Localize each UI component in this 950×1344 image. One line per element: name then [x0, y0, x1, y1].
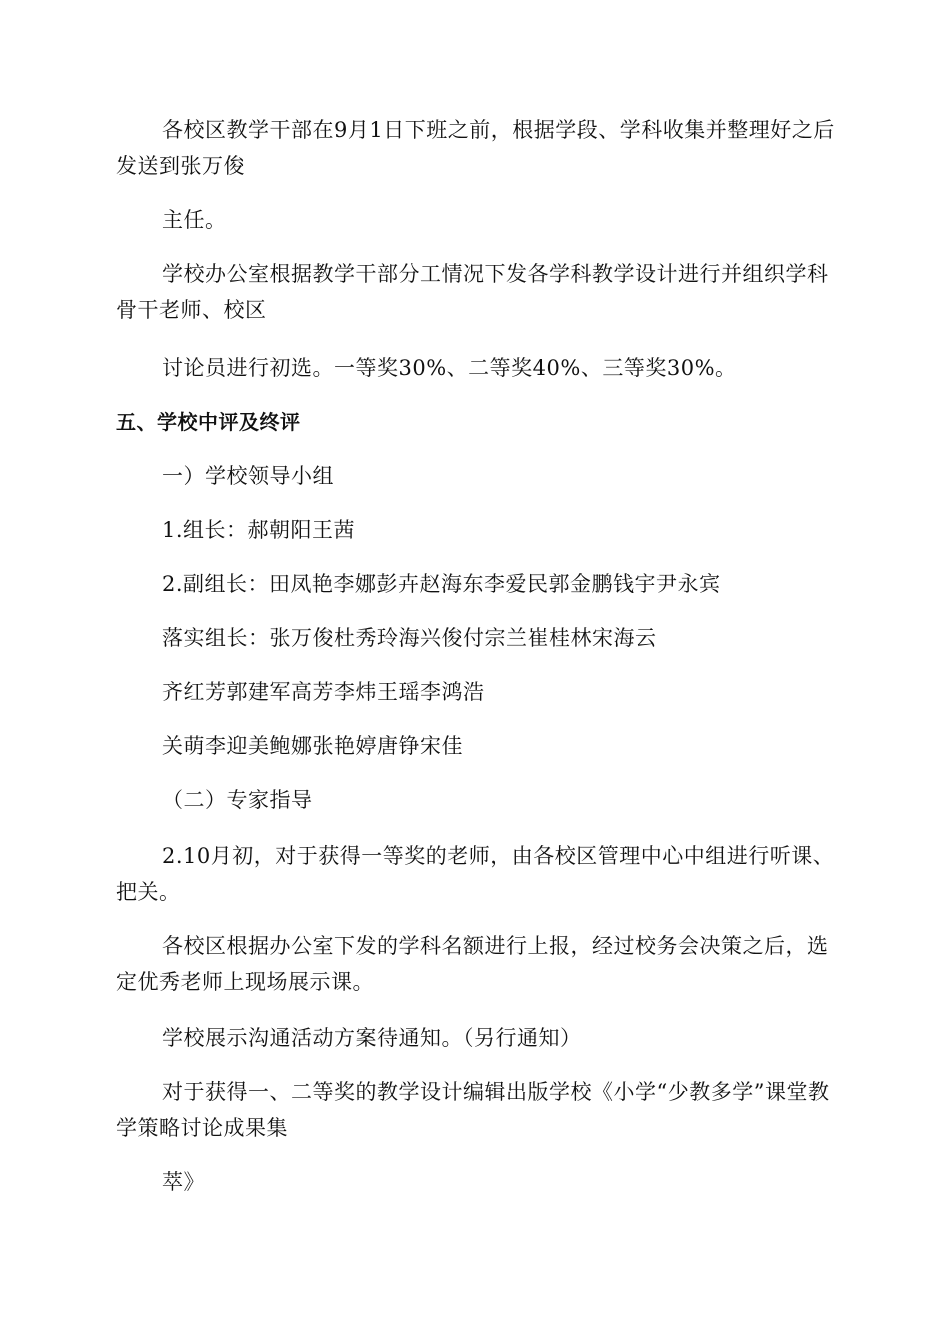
paragraph-quota-report: 各校区根据办公室下发的学科名额进行上报，经过校务会决策之后，选定优秀老师上现场展示课。: [116, 934, 829, 994]
paragraph-group-leader: 1.组长：郝朝阳王茜: [162, 518, 356, 542]
section-heading-final-review: 五、学校中评及终评: [116, 410, 301, 434]
paragraph-office-distribution: 学校办公室根据教学干部分工情况下发各学科教学设计进行并组织学科骨干老师、校区: [116, 262, 829, 322]
paragraph-director: 主任。: [162, 208, 227, 232]
paragraph-members-1: 齐红芳郭建军高芳李炜王瑶李鸿浩: [162, 680, 485, 704]
paragraph-activity-notice: 学校展示沟通活动方案待通知。（另行通知）: [162, 1026, 582, 1050]
subheading-expert-guidance: （二）专家指导: [162, 788, 313, 812]
paragraph-october-review: 2.10月初，对于获得一等奖的老师，由各校区管理中心中组进行听课、把关。: [116, 844, 835, 904]
paragraph-implementation-leaders: 落实组长：张万俊杜秀玲海兴俊付宗兰崔桂林宋海云: [162, 626, 657, 650]
paragraph-publication-end: 萃》: [162, 1170, 205, 1194]
paragraph-preliminary-selection: 讨论员进行初选。一等奖30%、二等奖40%、三等奖30%。: [162, 356, 737, 380]
paragraph-members-2: 关萌李迎美鲍娜张艳婷唐铮宋佳: [162, 734, 463, 758]
paragraph-deputy-leaders: 2.副组长：田凤艳李娜彭卉赵海东李爱民郭金鹏钱宇尹永宾: [162, 572, 721, 596]
subheading-leadership-group: 一）学校领导小组: [162, 464, 334, 488]
paragraph-submission-deadline: 各校区教学干部在9月1日下班之前，根据学段、学科收集并整理好之后发送到张万俊: [116, 118, 835, 178]
paragraph-publication: 对于获得一、二等奖的教学设计编辑出版学校《小学“少教多学”课堂教学策略讨论成果集: [116, 1080, 830, 1140]
